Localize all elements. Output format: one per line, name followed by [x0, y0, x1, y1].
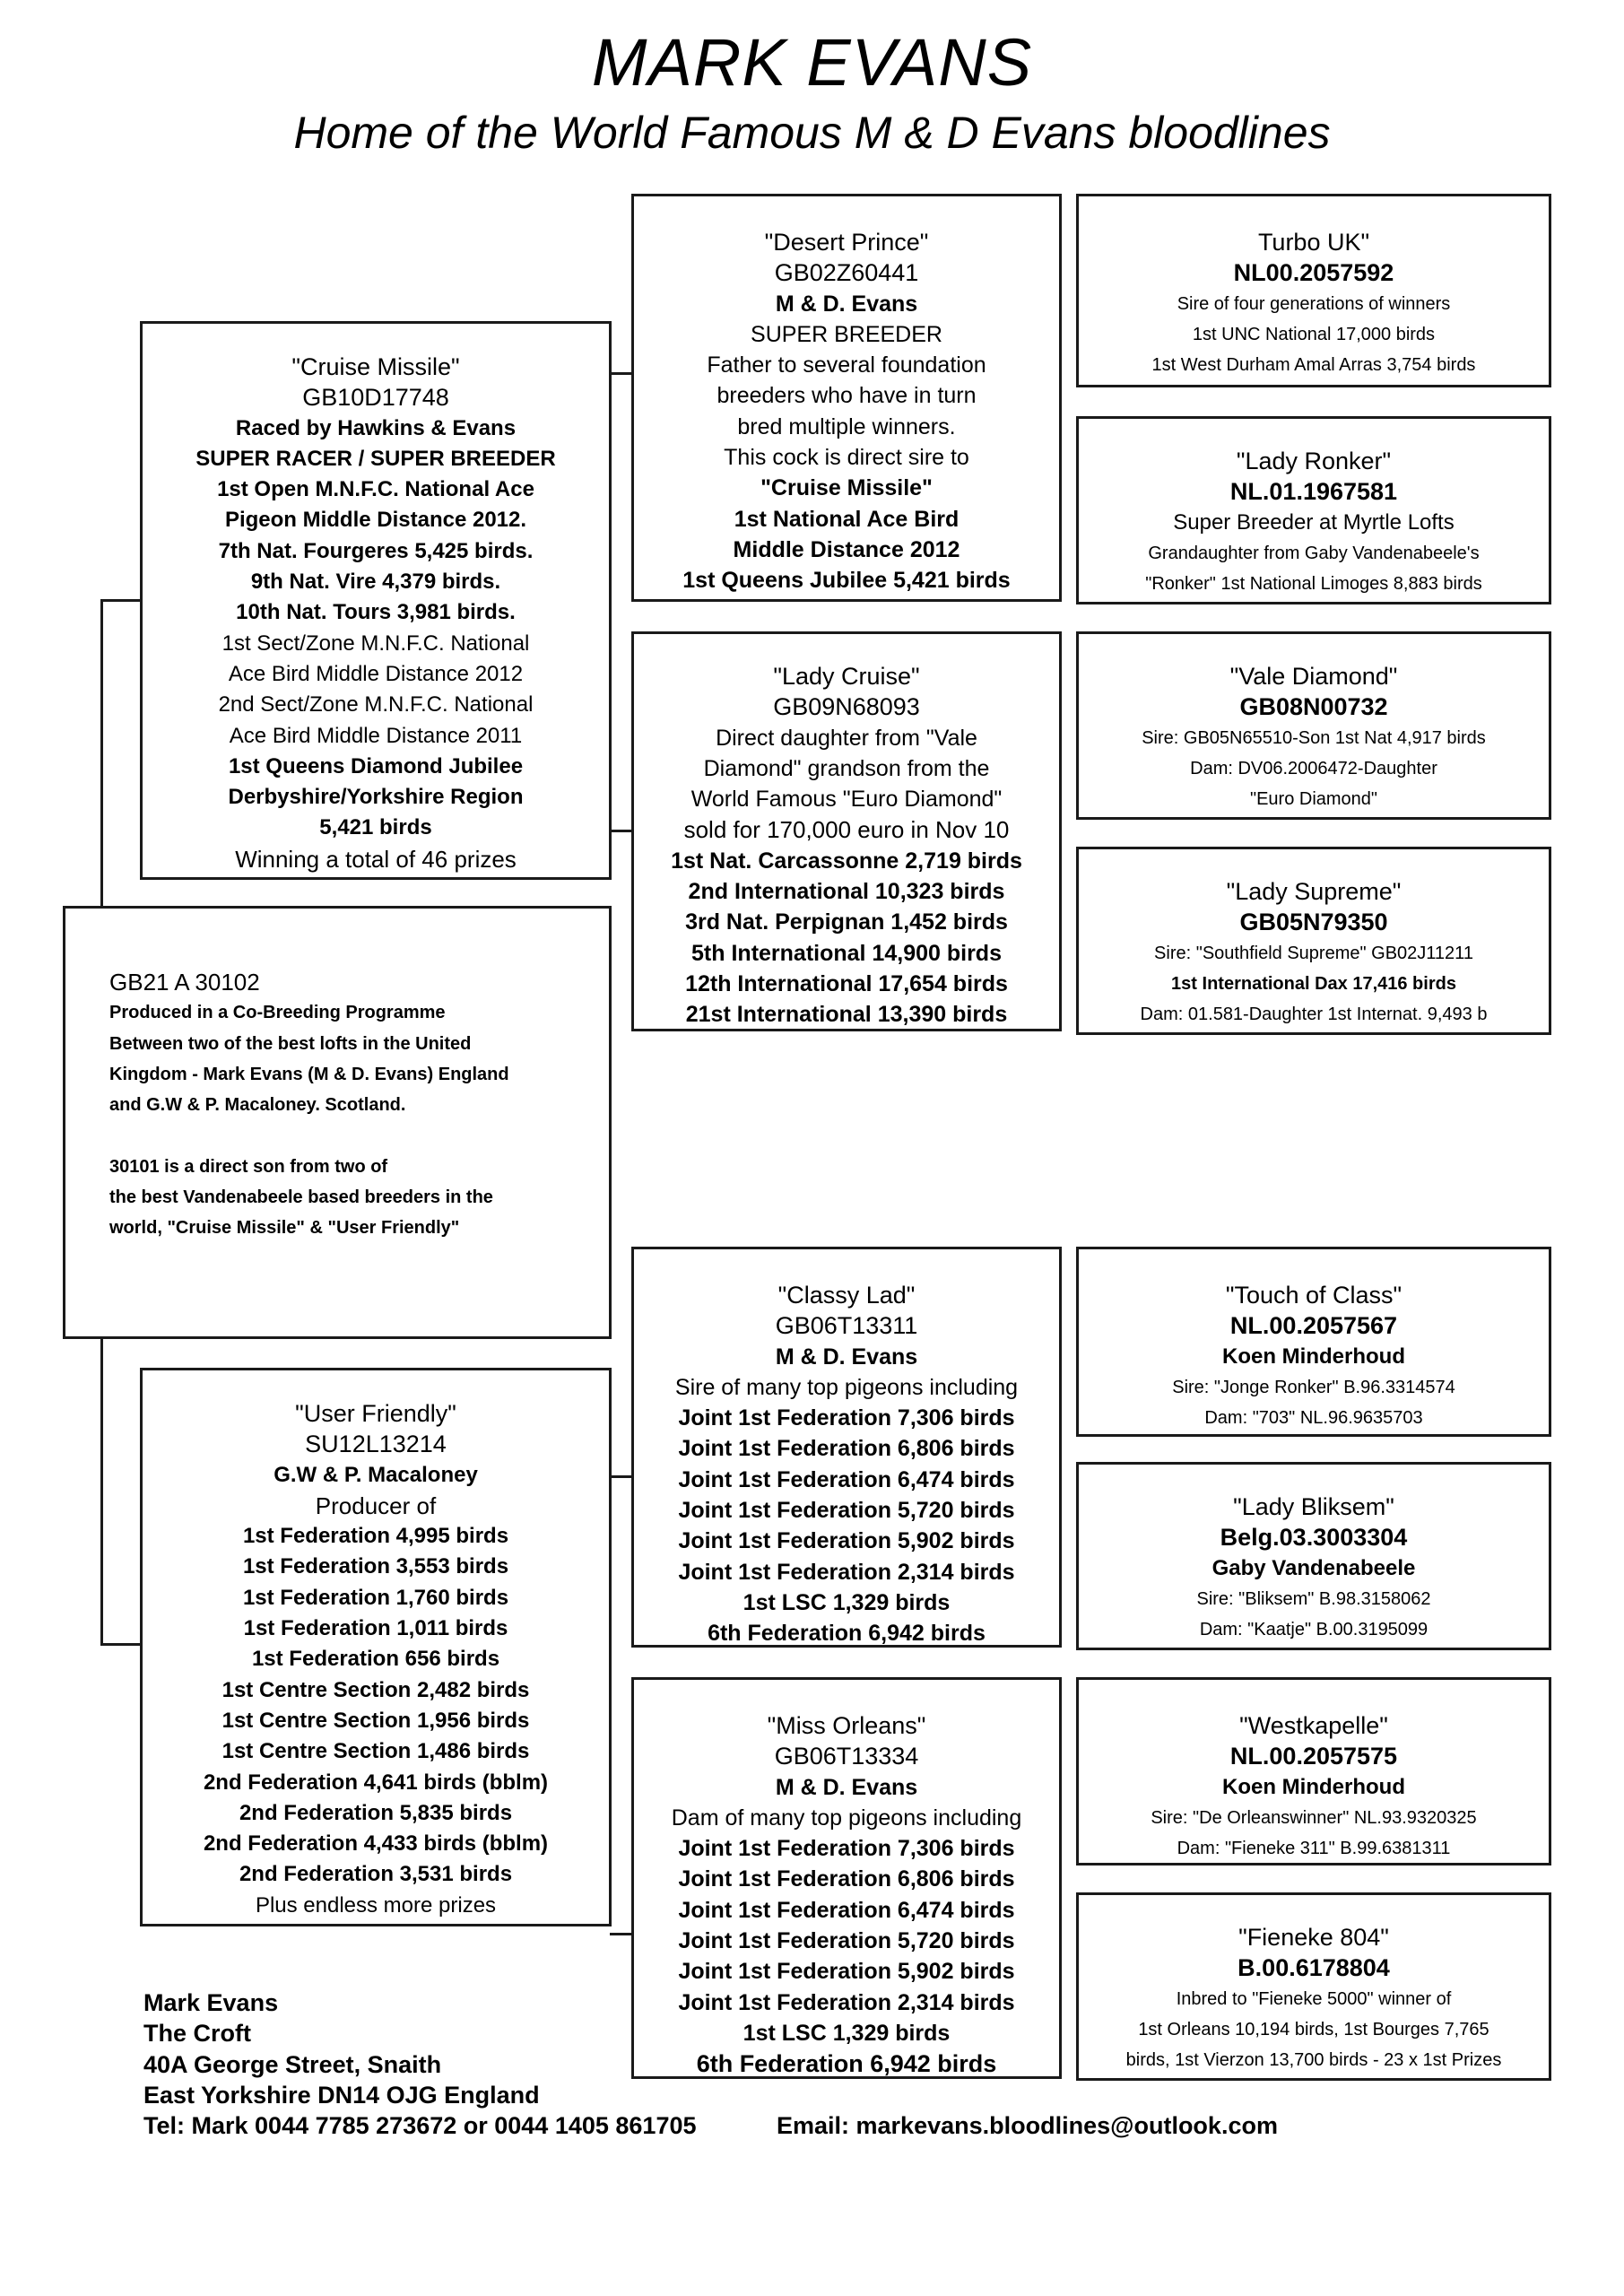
dam-line: 1st Centre Section 1,956 birds	[221, 1708, 530, 1733]
ggp-line: Dam: "Kaatje" B.00.3195099	[1199, 1620, 1429, 1640]
dam-line: 1st Federation 1,760 birds	[242, 1585, 509, 1610]
dam-name: "User Friendly"	[295, 1400, 456, 1427]
grandparent-line: 2nd International 10,323 birds	[688, 879, 1005, 905]
grandparent-ring: GB06T13334	[774, 1743, 919, 1770]
ggp-ring: NL.01.1967581	[1229, 478, 1398, 506]
grandparent-line: Dam of many top pigeons including	[671, 1805, 1022, 1831]
sire-line: Pigeon Middle Distance 2012.	[224, 508, 527, 533]
subject-line	[109, 1120, 609, 1151]
grandparent-line: 1st National Ace Bird	[734, 506, 960, 532]
dam-line: Producer of	[315, 1492, 437, 1519]
sire-line: 2nd Sect/Zone M.N.F.C. National	[218, 692, 534, 718]
ggp-name: "Lady Bliksem"	[1233, 1493, 1394, 1520]
ggp-line: birds, 1st Vierzon 13,700 birds - 23 x 1st Prizes	[1125, 2050, 1502, 2071]
ggp-ring: GB08N00732	[1239, 693, 1388, 721]
ggp-name: "Fieneke 804"	[1238, 1924, 1389, 1951]
grandsire-box-classy-lad	[631, 1247, 1062, 1648]
ggp-line: Koen Minderhoud	[1222, 1774, 1405, 1799]
grandparent-line: M & D. Evans	[775, 1774, 918, 1800]
grandparent-name: "Miss Orleans"	[767, 1712, 926, 1739]
ggp-line: Sire: "Bliksem" B.98.3158062	[1196, 1588, 1431, 1609]
ggp-line: Gaby Vandenabeele	[1211, 1555, 1416, 1580]
sire-name: "Cruise Missile"	[291, 353, 460, 380]
page-title: MARK EVANS	[591, 25, 1033, 100]
dam-box-user-friendly	[140, 1368, 612, 1926]
grandparent-ring: GB09N68093	[773, 693, 920, 721]
connector-sire-h	[100, 599, 143, 602]
ggp-box-westkapelle	[1076, 1677, 1551, 1866]
grandparent-line: SUPER BREEDER	[751, 321, 942, 347]
ggp-ring: Belg.03.3003304	[1220, 1524, 1408, 1552]
ggp-line: Dam: DV06.2006472-Daughter	[1190, 758, 1437, 778]
ggp-line: Super Breeder at Myrtle Lofts	[1173, 509, 1455, 535]
grandparent-line: 1st LSC 1,329 birds	[743, 1589, 951, 1615]
ggp-name: "Touch of Class"	[1225, 1282, 1403, 1309]
dam-line: 2nd Federation 5,835 birds	[239, 1800, 513, 1825]
grandparent-line: 3rd Nat. Perpignan 1,452 birds	[685, 909, 1008, 935]
grandparent-line: Joint 1st Federation 7,306 birds	[678, 1836, 1015, 1862]
grandparent-line: Direct daughter from "Vale	[716, 725, 977, 751]
contact-address	[143, 1987, 697, 2141]
ggp-line: "Ronker" 1st National Limoges 8,883 birds	[1145, 574, 1482, 595]
sire-line: 1st Open M.N.F.C. National Ace	[217, 477, 534, 502]
subject-line: 30101 is a direct son from two of	[109, 1156, 388, 1177]
dam-line: 2nd Federation 4,433 birds (bblm)	[203, 1831, 549, 1857]
ggp-ring: NL00.2057592	[1233, 259, 1394, 287]
grandparent-line: 6th Federation 6,942 birds	[708, 1621, 986, 1647]
contact-tel: Tel: Mark 0044 7785 273672 or 0044 1405 861705	[143, 2112, 697, 2140]
address-line: The Croft	[143, 2020, 251, 2048]
sire-line: Winning a total of 46 prizes	[235, 845, 517, 873]
grandparent-line: M & D. Evans	[775, 1344, 918, 1370]
page-subtitle: Home of the World Famous M & D Evans bloodlines	[293, 108, 1331, 158]
dam-line: 1st Federation 656 birds	[251, 1647, 500, 1672]
grandparent-line: Joint 1st Federation 6,806 birds	[678, 1436, 1015, 1462]
subject-line: world, "Cruise Missile" & "User Friendly"	[109, 1218, 460, 1239]
ggp-name: Turbo UK"	[1257, 229, 1370, 256]
grandparent-line: Sire of many top pigeons including	[674, 1374, 1019, 1400]
contact-email: Email: markevans.bloodlines@outlook.com	[777, 2112, 1278, 2139]
ggp-name: "Vale Diamond"	[1229, 663, 1398, 690]
address-line: East Yorkshire DN14 OJG England	[143, 2081, 540, 2109]
sire-line: 7th Nat. Fourgeres 5,425 birds.	[218, 538, 534, 563]
ggp-name: "Lady Supreme"	[1226, 878, 1402, 905]
grandparent-line: Joint 1st Federation 6,806 birds	[678, 1866, 1015, 1892]
grandparent-line: bred multiple winners.	[737, 413, 956, 439]
grandparent-ring: GB02Z60441	[774, 259, 919, 287]
ggp-line: Koen Minderhoud	[1222, 1344, 1405, 1369]
dam-line: 1st Centre Section 1,486 birds	[221, 1739, 530, 1764]
connector-classy-lad	[610, 1475, 634, 1478]
grandparent-line: M & D. Evans	[775, 291, 918, 317]
grandparent-name: "Classy Lad"	[777, 1282, 916, 1309]
grandsire-box-desert-prince	[631, 194, 1062, 602]
grandparent-line: breeders who have in turn	[716, 383, 977, 409]
grandparent-line: This cock is direct sire to	[724, 445, 969, 471]
ggp-line: 1st International Dax 17,416 birds	[1171, 973, 1456, 994]
grandparent-line: Joint 1st Federation 5,720 birds	[678, 1928, 1015, 1954]
ggp-ring: NL.00.2057575	[1229, 1743, 1398, 1770]
sire-line: 10th Nat. Tours 3,981 birds.	[236, 600, 516, 625]
ggp-box-lady-bliksem	[1076, 1462, 1551, 1650]
granddam-box-lady-cruise	[631, 631, 1062, 1031]
subject-line: Kingdom - Mark Evans (M & D. Evans) England	[109, 1064, 509, 1084]
grandparent-line: Joint 1st Federation 7,306 birds	[678, 1405, 1015, 1431]
dam-line: 1st Federation 1,011 birds	[243, 1616, 508, 1641]
grandparent-line: Joint 1st Federation 5,720 birds	[678, 1498, 1015, 1524]
subject-line: Between two of the best lofts in the United	[109, 1033, 472, 1054]
ggp-box-turbo-uk	[1076, 194, 1551, 387]
connector-sire-v	[100, 599, 103, 908]
grandparent-line: Joint 1st Federation 2,314 birds	[678, 1559, 1015, 1585]
grandparent-name: "Lady Cruise"	[773, 663, 920, 690]
connector-lady-cruise	[610, 830, 634, 832]
ggp-name: "Westkapelle"	[1239, 1712, 1388, 1739]
ggp-line: Dam: "Fieneke 311" B.99.6381311	[1177, 1839, 1451, 1859]
dam-ring: SU12L13214	[305, 1431, 447, 1458]
grandparent-line: 1st LSC 1,329 birds	[743, 2020, 951, 2046]
grandparent-line: 12th International 17,654 birds	[685, 970, 1008, 996]
ggp-ring: B.00.6178804	[1238, 1954, 1390, 1982]
ggp-line: 1st UNC National 17,000 birds	[1192, 324, 1436, 344]
address-line: 40A George Street, Snaith	[143, 2050, 442, 2078]
dam-line: 2nd Federation 4,641 birds (bblm)	[203, 1770, 549, 1795]
sire-line: Ace Bird Middle Distance 2011	[229, 723, 523, 748]
ggp-line: Sire: GB05N65510-Son 1st Nat 4,917 birds	[1142, 727, 1486, 748]
ggp-line: Sire: "Jonge Ronker" B.96.3314574	[1172, 1377, 1455, 1397]
grandparent-line: 6th Federation 6,942 birds	[696, 2050, 997, 2078]
ggp-line: Inbred to "Fieneke 5000" winner of	[1176, 1988, 1452, 2009]
connector-dam-v	[100, 1336, 103, 1646]
dam-line: G.W & P. Macaloney	[274, 1462, 478, 1487]
grandparent-line: 21st International 13,390 birds	[685, 1002, 1008, 1028]
dam-line: 1st Federation 3,553 birds	[242, 1554, 509, 1579]
ggp-box-touch-of-class	[1076, 1247, 1551, 1437]
ggp-name: "Lady Ronker"	[1236, 448, 1392, 474]
subject-box	[63, 906, 612, 1339]
dam-line: 1st Centre Section 2,482 birds	[221, 1677, 530, 1702]
connector-miss-orleans	[610, 1933, 634, 1935]
sire-line: SUPER RACER / SUPER BREEDER	[195, 446, 556, 471]
grandparent-line: Joint 1st Federation 5,902 birds	[678, 1528, 1015, 1554]
ggp-line: Sire: "Southfield Supreme" GB02J11211	[1154, 943, 1473, 963]
ggp-line: Dam: "703" NL.96.9635703	[1204, 1408, 1423, 1429]
ggp-line: 1st West Durham Amal Arras 3,754 birds	[1151, 355, 1476, 376]
grandparent-line: Middle Distance 2012	[733, 536, 960, 562]
grandparent-line: Diamond" grandson from the	[703, 755, 990, 781]
grandparent-ring: GB06T13311	[775, 1312, 918, 1340]
sire-line: Raced by Hawkins & Evans	[235, 415, 517, 440]
ggp-box-fieneke-804	[1076, 1892, 1551, 2081]
sire-line: 1st Sect/Zone M.N.F.C. National	[221, 631, 530, 656]
subject-ring: GB21 A 30102	[109, 969, 260, 996]
ggp-box-lady-ronker	[1076, 416, 1551, 604]
dam-line: 1st Federation 4,995 birds	[242, 1524, 509, 1549]
ggp-line: 1st Orleans 10,194 birds, 1st Bourges 7,765	[1138, 2019, 1489, 2039]
sire-line: Ace Bird Middle Distance 2012	[228, 661, 524, 686]
dam-line: 2nd Federation 3,531 birds	[239, 1862, 513, 1887]
ggp-line: Sire of four generations of winners	[1177, 293, 1451, 314]
ggp-line: Dam: 01.581-Daughter 1st Internat. 9,493 b	[1140, 1004, 1488, 1025]
grandparent-line: Joint 1st Federation 5,902 birds	[678, 1959, 1015, 1985]
address-line: Mark Evans	[143, 1989, 279, 2016]
sire-line: 1st Queens Diamond Jubilee	[228, 753, 524, 778]
grandparent-line: "Cruise Missile"	[760, 475, 933, 501]
ggp-line: Sire: "De Orleanswinner" NL.93.9320325	[1151, 1807, 1477, 1828]
grandparent-line: 1st Queens Jubilee 5,421 birds	[682, 568, 1011, 594]
grandparent-line: Joint 1st Federation 6,474 birds	[678, 1466, 1015, 1492]
grandparent-line: World Famous "Euro Diamond"	[690, 787, 1003, 813]
ggp-box-vale-diamond	[1076, 631, 1551, 820]
sire-line: Derbyshire/Yorkshire Region	[228, 785, 524, 810]
grandparent-line: Joint 1st Federation 6,474 birds	[678, 1897, 1015, 1923]
subject-line: and G.W & P. Macaloney. Scotland.	[109, 1095, 406, 1116]
sire-ring: GB10D17748	[302, 384, 449, 412]
grandparent-name: "Desert Prince"	[764, 229, 929, 256]
sire-line: 5,421 birds	[319, 815, 432, 840]
sire-box-cruise-missile	[140, 321, 612, 880]
grandparent-line: sold for 170,000 euro in Nov 10	[683, 816, 1010, 844]
grandparent-line: 5th International 14,900 birds	[691, 940, 1002, 966]
grandparent-line: 1st Nat. Carcassonne 2,719 birds	[671, 848, 1022, 874]
ggp-ring: NL.00.2057567	[1229, 1312, 1398, 1340]
ggp-line: Grandaughter from Gaby Vandenabeele's	[1148, 543, 1480, 563]
dam-line: Plus endless more prizes	[255, 1892, 497, 1918]
connector-dam-h	[100, 1643, 143, 1646]
sire-line: 9th Nat. Vire 4,379 birds.	[250, 570, 501, 595]
subject-line: Produced in a Co-Breeding Programme	[109, 1003, 446, 1023]
ggp-line: "Euro Diamond"	[1249, 789, 1378, 810]
grandparent-line: Father to several foundation	[707, 352, 986, 378]
subject-line: the best Vandenabeele based breeders in the	[109, 1187, 493, 1208]
ggp-box-lady-supreme	[1076, 847, 1551, 1035]
grandparent-line: Joint 1st Federation 2,314 birds	[678, 1989, 1015, 2015]
ggp-ring: GB05N79350	[1239, 909, 1388, 936]
connector-desert-prince	[610, 372, 634, 375]
